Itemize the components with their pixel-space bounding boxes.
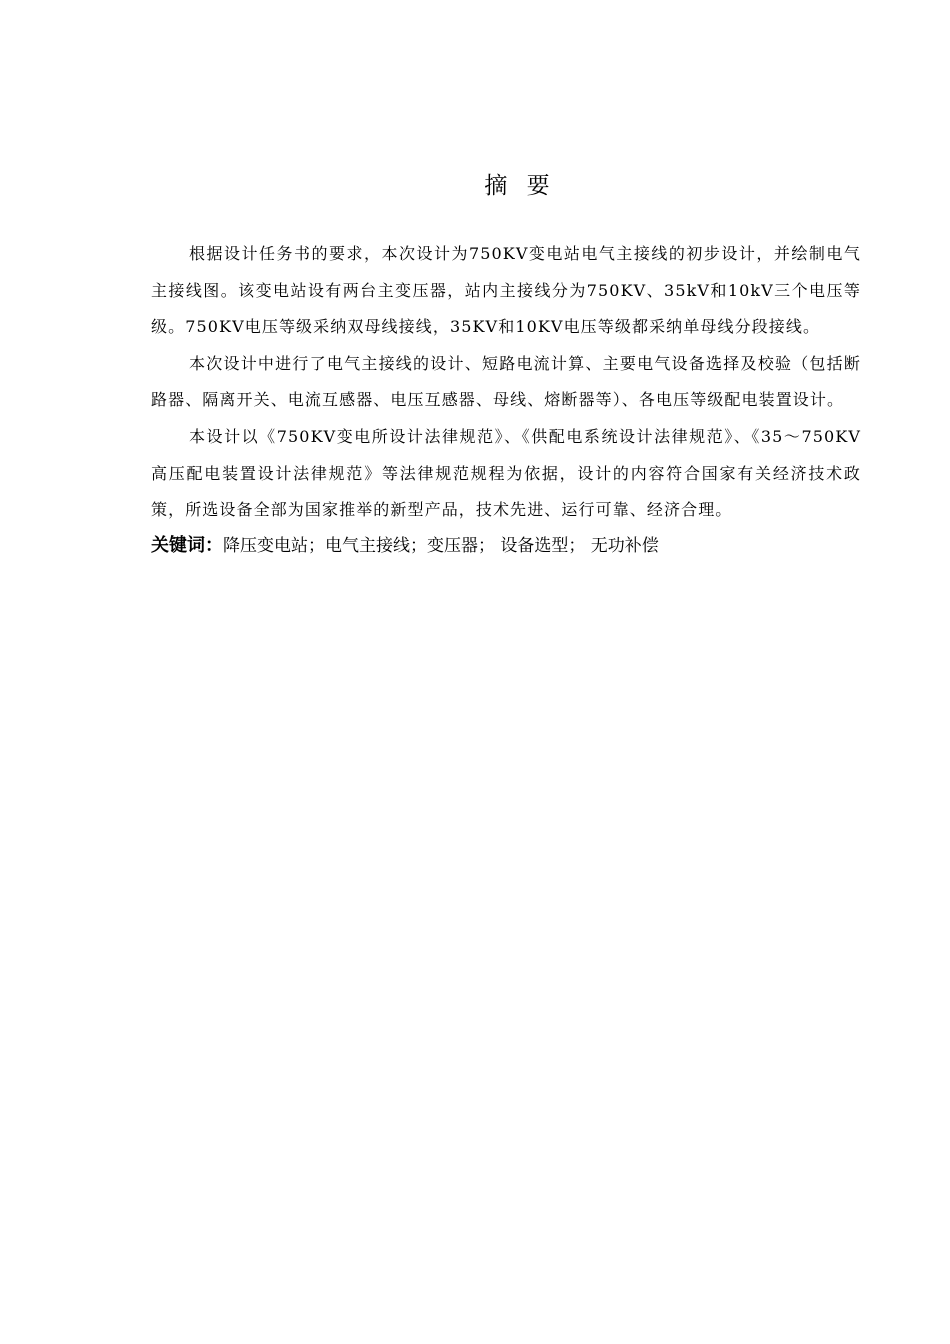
abstract-body bbox=[151, 236, 861, 563]
abstract-paragraph-2: 本次设计中进行了电气主接线的设计、短路电流计算、主要电气设备选择及校验（包括断路器、隔离开关、电流互感器、电压互感器、母线、熔断器等）、各电压等级配电装置设计。 bbox=[151, 353, 861, 410]
keywords-line bbox=[151, 529, 861, 563]
keywords-value: 降压变电站；电气主接线；变压器； 设备选型； 无功补偿 bbox=[223, 535, 659, 556]
abstract-title: 摘 要 bbox=[484, 173, 556, 199]
abstract-paragraph-1: 根据设计任务书的要求，本次设计为750KV变电站电气主接线的初步设计，并绘制电气主接线图。该变电站设有两台主变压器，站内主接线分为750KV、35kV和10kV三个电压等级。750KV电压等级采纳双母线接线，35KV和10KV电压等级都采纳单母线分段接线。 bbox=[151, 244, 861, 337]
abstract-paragraph-3: 本设计以《750KV变电所设计法律规范》、《供配电系统设计法律规范》、《35～750KV高压配电装置设计法律规范》等法律规范规程为依据，设计的内容符合国家有关经济技术政策，所选设备全部为国家推举的新型产品，技术先进、运行可靠、经济合理。 bbox=[151, 426, 861, 520]
keywords-label: 关键词： bbox=[151, 534, 223, 556]
